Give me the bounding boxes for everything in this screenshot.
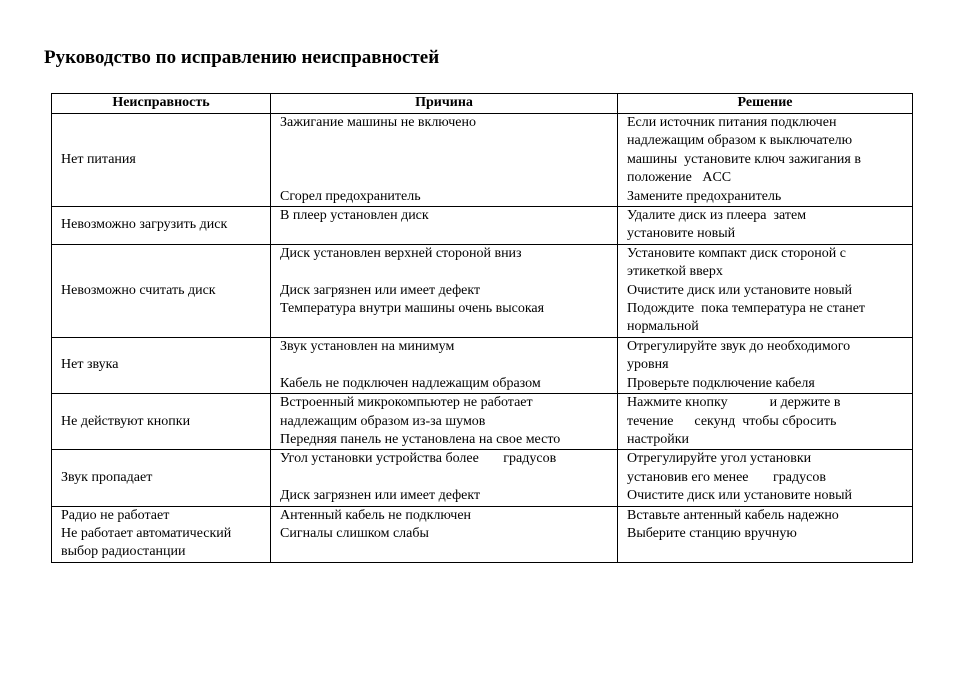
fault-text: Невозможно считать диск xyxy=(61,282,216,298)
cause-text xyxy=(280,318,617,336)
cause-text xyxy=(280,169,617,187)
solution-text: настройки xyxy=(627,431,689,447)
solution-cell xyxy=(618,506,913,562)
solution-cell xyxy=(618,394,913,450)
table-row xyxy=(52,244,913,337)
fault-cell xyxy=(52,506,271,562)
fault-text: выбор радиостанции xyxy=(61,544,186,560)
cause-cell xyxy=(271,506,618,562)
page-title: Руководство по исправлению неисправностей xyxy=(44,47,440,68)
solution-text: Замените предохранитель xyxy=(627,188,782,204)
table-row xyxy=(52,450,913,506)
fault-text: Невозможно загрузить диск xyxy=(61,217,228,233)
cause-text: Диск загрязнен или имеет дефект xyxy=(280,488,481,504)
solution-text: Если источник питания подключен xyxy=(627,115,837,130)
solution-text: положение ACC xyxy=(627,170,732,186)
solution-text: течение секунд чтобы сбросить xyxy=(627,413,837,429)
cause-cell xyxy=(271,394,618,450)
table-row xyxy=(52,207,913,245)
table-header-row xyxy=(52,94,913,114)
solution-text: Отрегулируйте угол установки xyxy=(627,451,812,467)
cause-text xyxy=(280,132,617,150)
solution-text: машины установите ключ зажигания в xyxy=(627,151,861,167)
cause-text xyxy=(280,356,617,374)
solution-text: нормальной xyxy=(627,319,699,335)
fault-text: Не действуют кнопки xyxy=(61,413,191,429)
fault-text: Радио не работает xyxy=(61,507,170,523)
solution-cell xyxy=(618,450,913,506)
cause-text: Сгорел предохранитель xyxy=(280,188,421,204)
cause-cell xyxy=(271,337,618,393)
cause-cell xyxy=(271,450,618,506)
solution-cell xyxy=(618,337,913,393)
fault-cell xyxy=(52,244,271,337)
solution-text: этикеткой вверх xyxy=(627,264,723,280)
cause-text: Сигналы слишком слабы xyxy=(280,525,429,541)
cause-text xyxy=(280,263,617,281)
solution-text: Очистите диск или установите новый xyxy=(627,488,853,504)
solution-text: Нажмите кнопку и держите в xyxy=(627,395,841,411)
cause-text: Звук установлен на минимум xyxy=(280,338,455,354)
solution-text: уровня xyxy=(627,357,669,373)
fault-cell xyxy=(52,207,271,245)
cause-text: Угол установки устройства более градусов xyxy=(280,451,557,467)
cause-cell xyxy=(271,244,618,337)
cause-text: Диск установлен верхней стороной вниз xyxy=(280,245,522,261)
table-row xyxy=(52,506,913,562)
fault-text: Звук пропадает xyxy=(61,469,153,485)
cause-cell xyxy=(271,114,618,207)
cause-text: Встроенный микрокомпьютер не работает xyxy=(280,395,533,411)
solution-text: установите новый xyxy=(627,226,736,242)
troubleshooting-table xyxy=(51,93,913,563)
solution-text: установив его менее градусов xyxy=(627,469,826,485)
solution-text: Подождите пока температура не станет xyxy=(627,301,866,317)
solution-cell xyxy=(618,114,913,207)
column-header-solution: Решение xyxy=(618,94,913,114)
table-row xyxy=(52,114,913,207)
fault-cell xyxy=(52,450,271,506)
cause-text: Кабель не подключен надлежащим образом xyxy=(280,375,541,391)
fault-cell xyxy=(52,337,271,393)
column-header-cause: Причина xyxy=(271,94,618,114)
solution-text: Удалите диск из плеера затем xyxy=(627,208,807,224)
cause-text: В плеер установлен диск xyxy=(280,208,429,224)
solution-text: Вставьте антенный кабель надежно xyxy=(627,507,839,523)
solution-text: Очистите диск или установите новый xyxy=(627,282,853,298)
solution-cell xyxy=(618,207,913,245)
fault-text: Нет звука xyxy=(61,357,119,373)
cause-text: Антенный кабель не подключен xyxy=(280,507,472,523)
cause-cell xyxy=(271,207,618,245)
solution-text: Выберите станцию вручную xyxy=(627,525,797,541)
solution-text: Проверьте подключение кабеля xyxy=(627,375,815,391)
solution-cell xyxy=(618,244,913,337)
cause-text: Температура внутри машины очень высокая xyxy=(280,301,545,317)
cause-text: Диск загрязнен или имеет дефект xyxy=(280,282,481,298)
cause-text xyxy=(280,225,617,243)
table-row xyxy=(52,394,913,450)
cause-text xyxy=(280,469,617,487)
solution-text: Установите компакт диск стороной с xyxy=(627,245,846,261)
cause-text: надлежащим образом из-за шумов xyxy=(280,413,486,429)
cause-text: Зажигание машины не включено xyxy=(280,115,476,130)
fault-text: Не работает автоматический xyxy=(61,525,232,541)
cause-text xyxy=(280,151,617,169)
fault-text: Нет питания xyxy=(61,151,136,167)
column-header-fault: Неисправность xyxy=(52,94,271,114)
table-row xyxy=(52,337,913,393)
fault-cell xyxy=(52,394,271,450)
cause-text: Передняя панель не установлена на свое место xyxy=(280,431,561,447)
fault-cell xyxy=(52,114,271,207)
solution-text: Отрегулируйте звук до необходимого xyxy=(627,338,851,354)
solution-text: надлежащим образом к выключателю xyxy=(627,133,853,149)
